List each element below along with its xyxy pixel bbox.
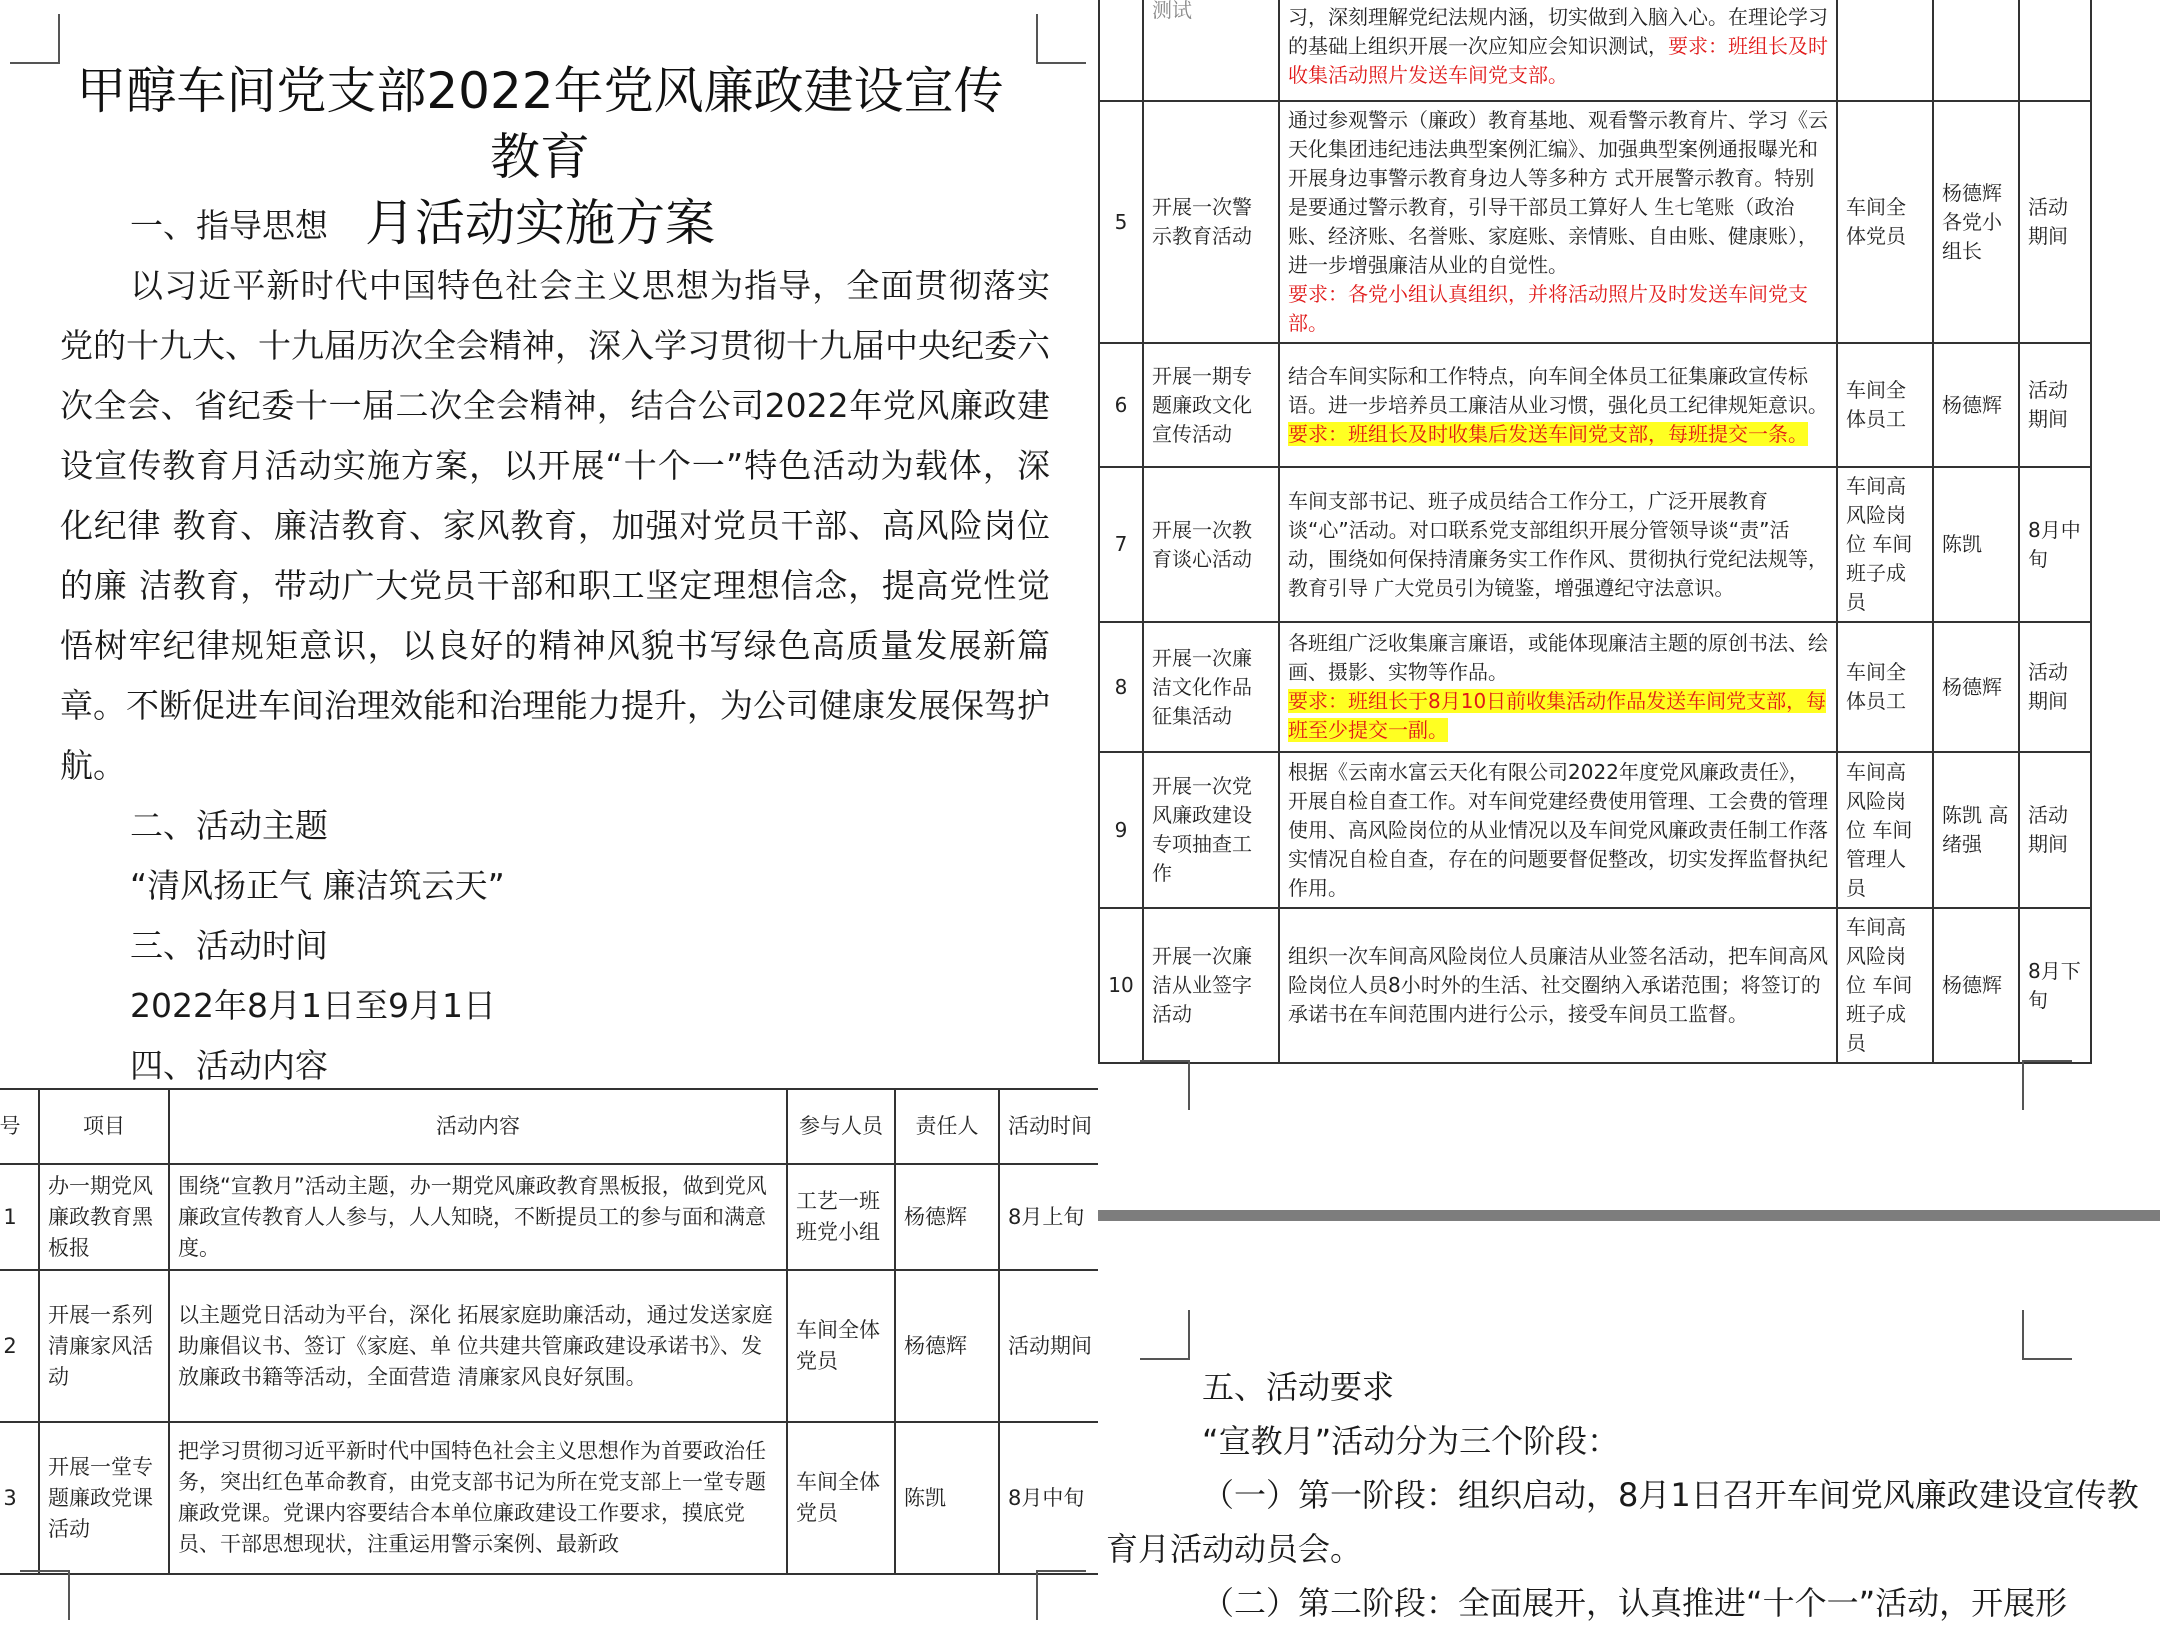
row-content: 组织一次车间高风险岗位人员廉洁从业签名活动，把车间高风险岗位人员8小时外的生活、社交圈纳入承诺范围；将签订的承诺书在车间范围内进行公示，接受车间员工监督。	[1279, 908, 1837, 1063]
row-content: 把学习贯彻习近平新时代中国特色社会主义思想作为首要政治任务，突出红色革命教育，由党支部书记为所在党支部上一堂专题廉政党课。党课内容要结合本单位廉政建设工作要求，摸底党员、干部思想现状，注重运用警示案例、最新政	[169, 1422, 787, 1574]
row-time: 活动期间	[2019, 622, 2091, 752]
activity-theme: “清风扬正气 廉洁筑云天”	[130, 866, 505, 905]
row-responsible: 杨德辉	[1933, 622, 2019, 752]
row-num: 5	[1099, 101, 1143, 343]
row-time: 8月上旬	[999, 1164, 1101, 1270]
row-requirement-highlighted: 要求：班组长及时收集后发送车间党支部，每班提交一条。	[1288, 421, 1808, 446]
row-content-text: 通过参观警示（廉政）教育基地、观看警示教育片、学习《云天化集团违纪违法典型案例汇编》、加强典型案例通报曝光和开展身边事警示教育身边人等多种方 式开展警示教育。特别是要通过警示教育，引导干部员工算好人 生七笔账（政治账、经济账、名誉账、家庭账、亲情账、自由账、健康账），进一步增强廉洁从业的自觉性。	[1288, 108, 1828, 277]
row-item: 开展一次廉洁文化作品征集活动	[1143, 622, 1279, 752]
section-heading-2: 二、活动主题	[130, 806, 328, 845]
row-num: 2	[0, 1270, 39, 1422]
row-requirement-highlighted: 要求：班组长于8月10日前收集活动作品发送车间党支部，每班至少提交一副。	[1288, 689, 1827, 742]
row-responsible: 杨德辉	[895, 1164, 999, 1270]
row-num: 9	[1099, 752, 1143, 908]
table-row	[1099, 752, 2091, 908]
table-row	[1099, 467, 2091, 622]
page-divider	[1098, 1210, 2160, 1221]
row-responsible: 杨德辉	[1933, 908, 2019, 1063]
table-row	[0, 1422, 1101, 1574]
row-content: 以主题党日活动为平台，深化 拓展家庭助廉活动，通过发送家庭助廉倡议书、签订《家庭、单 位共建共管廉政建设承诺书》、发放廉政书籍等活动，全面营造 清廉家风良好氛围。	[169, 1270, 787, 1422]
row-responsible: 陈凯 高绪强	[1933, 752, 2019, 908]
row-num	[1099, 0, 1143, 101]
section-heading-5: 五、活动要求	[1202, 1368, 1395, 1406]
row-num: 3	[0, 1422, 39, 1574]
row-time: 活动期间	[2019, 752, 2091, 908]
title-line-1: 甲醇车间党支部2022年党风廉政建设宣传教育	[76, 62, 1004, 186]
activity-time: 2022年8月1日至9月1日	[130, 986, 496, 1025]
section-heading-4: 四、活动内容	[130, 1046, 328, 1085]
row-time: 活动期间	[999, 1270, 1101, 1422]
header-num: 号	[0, 1089, 39, 1164]
row-participants	[1837, 0, 1933, 101]
row-time: 8月中旬	[999, 1422, 1101, 1574]
header-time: 活动时间	[999, 1089, 1101, 1164]
row-item: 办一期党风廉政教育黑板报	[39, 1164, 169, 1270]
table-row	[1099, 908, 2091, 1063]
row-item: 开展一次党风廉政建设专项抽查工作	[1143, 752, 1279, 908]
row-item: 测试	[1143, 0, 1279, 101]
crop-mark	[1140, 1310, 1190, 1360]
table-row	[1099, 101, 2091, 343]
row-time: 活动期间	[2019, 101, 2091, 343]
section-heading-1: 一、指导思想	[130, 206, 328, 245]
crop-mark	[20, 1570, 70, 1620]
row-content: 车间支部书记、班子成员结合工作分工，广泛开展教育谈“心”活动。对口联系党支部组织开展分管领导谈“责”活动，围绕如何保持清廉务实工作作风、贯彻执行党纪法规等，教育引导 广大党员引为镜鉴，增强遵纪守法意识。	[1279, 467, 1837, 622]
header-participants: 参与人员	[787, 1089, 895, 1164]
row-content-text: 习，深刻理解党纪法规内涵，切实做到入脑入心。在理论学习的基础上组织开展一次应知应会知识测试，	[1288, 4, 1828, 58]
row-content-text: 各班组广泛收集廉言廉语，或能体现廉洁主题的原创书法、绘画、摄影、实物等作品。	[1288, 631, 1828, 684]
row-time: 活动期间	[2019, 343, 2091, 467]
row-time: 8月下旬	[2019, 908, 2091, 1063]
stage-1: （一）第一阶段：组织启动，8月1日召开车间党风廉政建设宣传教育月活动动员会。	[1106, 1476, 2139, 1568]
row-responsible	[1933, 0, 2019, 101]
document-body	[60, 196, 1050, 1096]
row-num: 8	[1099, 622, 1143, 752]
table-row	[1099, 343, 2091, 467]
section-5	[1106, 1360, 2146, 1630]
table-row	[1099, 0, 2091, 101]
row-participants: 车间全体员工	[1837, 343, 1933, 467]
row-content	[1279, 0, 1837, 101]
row-content	[1279, 622, 1837, 752]
section-intro: “宣教月”活动分为三个阶段：	[1202, 1422, 1620, 1460]
row-item: 开展一系列清廉家风活动	[39, 1270, 169, 1422]
row-requirement: 要求：班组长及时收集活动照片发送车间党支部。	[1288, 33, 1828, 87]
row-responsible: 陈凯	[1933, 467, 2019, 622]
guiding-paragraph: 以习近平新时代中国特色社会主义思想为指导，全面贯彻落实党的十九大、十九届历次全会精神，深入学习贯彻十九届中央纪委六次全会、省纪委十一届二次全会精神，结合公司2022年党风廉政建设宣传教育月活动实施方案，以开展“十个一”特色活动为载体，深化纪律 教育、廉洁教育、家风教育，加强对党员干部、高风险岗位的廉 洁教育，带动广大党员干部和职工坚定理想信念，提高党性觉悟树牢纪律规矩意识，以良好的精神风貌书写绿色高质量发展新篇章。不断促进车间治理效能和治理能力提升，为公司健康发展保驾护航。	[60, 266, 1050, 785]
row-item: 开展一次教育谈心活动	[1143, 467, 1279, 622]
row-participants: 工艺一班班党小组	[787, 1164, 895, 1270]
crop-mark	[2022, 1060, 2072, 1110]
crop-mark	[10, 14, 60, 64]
title-line-2: 月活动实施方案	[365, 194, 715, 252]
row-item: 开展一期专题廉政文化宣传活动	[1143, 343, 1279, 467]
row-num: 1	[0, 1164, 39, 1270]
row-participants: 车间高风险岗位 车间班子成员	[1837, 467, 1933, 622]
table-row	[0, 1164, 1101, 1270]
row-item: 开展一次警示教育活动	[1143, 101, 1279, 343]
row-item: 开展一堂专题廉政党课活动	[39, 1422, 169, 1574]
row-content	[1279, 101, 1837, 343]
crop-mark	[1036, 14, 1086, 64]
activity-table-right	[1098, 0, 2092, 1064]
row-content	[1279, 343, 1837, 467]
table-header-row	[0, 1089, 1101, 1164]
row-content: 围绕“宣教月”活动主题，办一期党风廉政教育黑板报，做到党风廉政宣传教育人人参与，人人知晓，不断提员工的参与面和满意度。	[169, 1164, 787, 1270]
header-responsible: 责任人	[895, 1089, 999, 1164]
row-participants: 车间全体员工	[1837, 622, 1933, 752]
row-content: 根据《云南水富云天化有限公司2022年度党风廉政责任》，开展自检自查工作。对车间党建经费使用管理、工会费的管理使用、高风险岗位的从业情况以及车间党风廉政责任制工作落实情况自检自查，存在的问题要督促整改，切实发挥监督执纪作用。	[1279, 752, 1837, 908]
row-num: 10	[1099, 908, 1143, 1063]
row-responsible: 杨德辉 各党小组长	[1933, 101, 2019, 343]
row-time	[2019, 0, 2091, 101]
row-responsible: 陈凯	[895, 1422, 999, 1574]
stage-2: （二）第二阶段：全面展开，认真推进“十个一”活动，开展形	[1202, 1584, 2068, 1622]
crop-mark	[2022, 1310, 2072, 1360]
row-participants: 车间全体党员	[787, 1270, 895, 1422]
section-heading-3: 三、活动时间	[130, 926, 328, 965]
activity-table-left	[0, 1088, 1102, 1575]
row-participants: 车间全体党员	[1837, 101, 1933, 343]
row-responsible: 杨德辉	[895, 1270, 999, 1422]
row-participants: 车间高风险岗位 车间管理人员	[1837, 752, 1933, 908]
row-time: 8月中旬	[2019, 467, 2091, 622]
row-participants: 车间全体党员	[787, 1422, 895, 1574]
header-content: 活动内容	[169, 1089, 787, 1164]
table-row	[0, 1270, 1101, 1422]
row-responsible: 杨德辉	[1933, 343, 2019, 467]
row-item: 开展一次廉洁从业签字活动	[1143, 908, 1279, 1063]
header-item: 项目	[39, 1089, 169, 1164]
row-content-text: 结合车间实际和工作特点，向车间全体员工征集廉政宣传标语。进一步培养员工廉洁从业习惯，强化员工纪律规矩意识。	[1288, 363, 1828, 417]
crop-mark	[1036, 1570, 1086, 1620]
row-num: 7	[1099, 467, 1143, 622]
row-participants: 车间高风险岗位 车间班子成员	[1837, 908, 1933, 1063]
row-requirement: 要求：各党小组认真组织，并将活动照片及时发送车间党支部。	[1288, 282, 1808, 335]
row-num: 6	[1099, 343, 1143, 467]
table-row	[1099, 622, 2091, 752]
crop-mark	[1140, 1060, 1190, 1110]
